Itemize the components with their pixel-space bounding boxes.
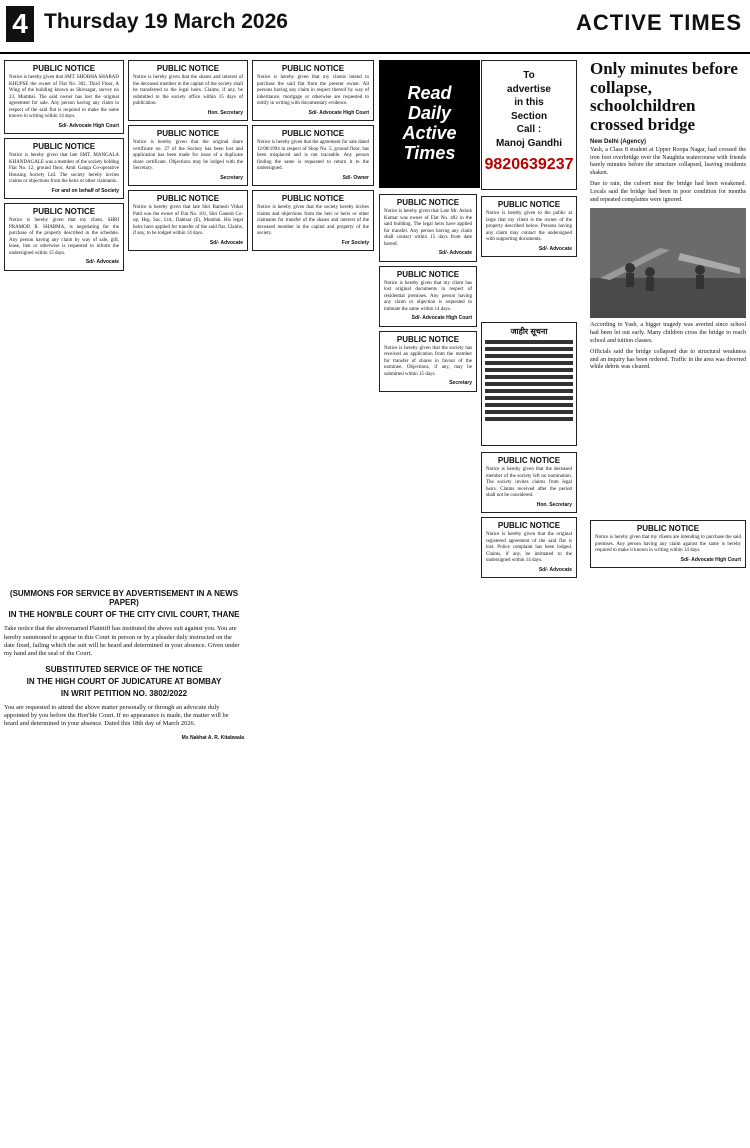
- news-paragraph: According to Yash, a bigger tragedy was averted since school had been let out early. Many children cross the bridge to reach school and tuition classes.: [590, 322, 746, 344]
- public-notice: [481, 196, 577, 257]
- notice-title: PUBLIC NOTICE: [396, 334, 460, 344]
- notice-body: Notice is hereby given to the public at large that my client is the owner of the property described below. Persons having any claim may contact the undersigned with supporting documents.: [486, 211, 574, 242]
- court-signature: Ms Nakhat A. R. Kitabwala: [181, 734, 244, 741]
- promo-line: Times: [403, 142, 456, 163]
- notice-signature: Sd/- Advocate: [538, 245, 572, 252]
- notice-body: Notice is hereby given that my client, SHRI PRAMOD R. SHARMA, is negotiating for the purchase of the property described in the schedule. Any person having any claim by way of sale, gift, lease, lien or otherwise is requested to inform the undersigned within 15 days.: [9, 218, 121, 256]
- promo-line: Read: [407, 83, 452, 104]
- notice-title: PUBLIC NOTICE: [497, 456, 561, 465]
- notice-column-6: [590, 520, 746, 1142]
- news-paragraph: Yash, a Class 8 student at Upper Roopa Nagar, had crossed the iron foot overbridge over the Naughtia watercourse with friends barely minutes before the structure collapsed, leaving residents shaken.: [590, 146, 746, 177]
- summons-body: Take notice that the abovenamed Plaintiff has instituted the above suit against you. You are hereby summoned to appear in this Court in person or by a pleader duly instructed on the date fixed, failing which the suit will be heard and determined in your absence. Given under my hand and the seal of the Court.: [4, 625, 240, 657]
- notice-title: PUBLIC NOTICE: [281, 64, 345, 73]
- notice-body: Notice is hereby given that the shares and interest of the deceased member in the capital of the society shall be transferred to the legal heirs. Claims, if any, be submitted to the society office within 15 days of publication.: [133, 75, 245, 106]
- ad-line: Call :: [516, 124, 542, 135]
- notice-signature: Sd/- Advocate High Court: [58, 122, 119, 129]
- notice-title: PUBLIC NOTICE: [32, 207, 96, 216]
- notice-title: PUBLIC NOTICE: [396, 198, 460, 207]
- notice-title: PUBLIC NOTICE: [281, 194, 345, 203]
- hindi-notice: [481, 322, 577, 446]
- notice-body: Notice is hereby given that SMT. SHOBHA SHARAD KHUPSE the owner of Flat No. 302, Third Floor, A Wing of the building known as Shivsagar, survey no 23, Mumbai. The said owner has lost the original agreement for sale. Any person having any claim in respect of the said flat is required to make the same known in writing within 14 days.: [9, 75, 121, 119]
- court-summons: [4, 586, 244, 1142]
- notice-body: Notice is hereby given that the original share certificate no. 27 of the Society has been lost and application has been made for issue of a duplicate share certificate. Objections may be lodged with the Secretary.: [133, 140, 245, 171]
- notice-title: PUBLIC NOTICE: [32, 142, 96, 151]
- notice-title: PUBLIC NOTICE: [497, 200, 561, 209]
- ad-line: Section: [510, 110, 548, 122]
- public-notice: [4, 138, 124, 199]
- notice-title: PUBLIC NOTICE: [156, 64, 220, 73]
- summons-header: (SUMMONS FOR SERVICE BY ADVERTISEMENT IN A NEWS PAPER): [9, 589, 239, 607]
- notice-title: PUBLIC NOTICE: [156, 129, 220, 138]
- high-court-name: IN THE HIGH COURT OF JUDICATURE AT BOMBAY: [26, 676, 222, 686]
- public-notice: [128, 190, 248, 251]
- notice-body: Notice is hereby given that the original registered agreement of the said flat is lost. Police complaint has been lodged. Claims, if any, be intimated to the undersigned within 14 days.: [486, 532, 574, 563]
- notice-signature: Secretary: [220, 174, 243, 181]
- public-notice: [379, 194, 477, 262]
- public-notice: [252, 60, 374, 121]
- notice-body: Notice is hereby given that late SMT. MANGALA KHANDAGALE was a member of the society holding Flat No. 12, ground floor, Amit Ganga Co-operative Housing Society Ltd. The society hereby invites claims or objections from the heirs or other claimants.: [9, 153, 121, 184]
- notice-title: PUBLIC NOTICE: [497, 521, 561, 530]
- hindi-notice-title: जाहीर सूचना: [510, 327, 548, 336]
- public-notice: [252, 190, 374, 251]
- notice-body: Notice is hereby given that my clients intend to purchase the said flat from the present owner. All persons having any claim in respect thereof by way of inheritance, mortgage or otherwise are requested to notify in writing with documentary evidence.: [257, 75, 371, 106]
- notice-column-5: [481, 452, 577, 1142]
- notice-signature: Sd/- Advocate: [538, 566, 572, 573]
- advertise-box: [481, 60, 577, 190]
- public-notice: [481, 452, 577, 513]
- ad-line: To: [523, 70, 535, 81]
- notice-body: Notice is hereby given that Late Mr. Ashok Kumar was owner of Flat No. 402 in the said building. The legal heirs have applied for transfer. Any person having any claim shall contact within 15 days from date hereof.: [384, 209, 474, 247]
- notice-signature: For Society: [341, 239, 369, 246]
- paper-title: ACTIVE TIMES: [575, 10, 742, 35]
- notice-signature: Hon. Secretary: [536, 501, 572, 508]
- notice-body: Notice is hereby given that the society hereby invites claims and objections from the heir or heirs or other claimants for transfer of the shares and interest of the deceased member in the capital and property of the society.: [257, 205, 371, 236]
- notice-signature: Secretary: [449, 380, 472, 386]
- public-notice: [252, 125, 374, 186]
- news-photo: [590, 208, 746, 318]
- notice-signature: Sd/- Advocate: [209, 239, 243, 246]
- news-paragraph: Due to rain, the culvert near the bridge had been weakened. Locals said the bridge had been in poor condition for months and repeated complaints were ignored.: [590, 180, 746, 203]
- ad-phone: 9820639237: [484, 156, 574, 173]
- notice-column-2: [128, 60, 248, 580]
- service-body: You are requested to attend the above matter personally or through an advocate duly appointed by you before the Hon'ble Court. If no appearance is made, the matter will be heard and determined in your absence. Dated this 18th day of March 2026.: [4, 703, 229, 728]
- notice-body: Notice is hereby given that my client has lost original documents in respect of residential premises. Any person having any claim or objection is requested to intimate the same within 14 days.: [384, 280, 474, 312]
- substituted-service-title: SUBSTITUTED SERVICE OF THE NOTICE: [45, 664, 203, 674]
- notice-body: Notice is hereby given that the society has received an application from the member for transfer of shares in favour of the nominee. Objections, if any, may be submitted within 15 days.: [384, 345, 474, 377]
- public-notice: [379, 266, 477, 327]
- news-paragraph: Officials said the bridge collapsed due to structural weakness and an inquiry has been ordered. Traffic in the area was diverted while debris was cleared.: [590, 348, 746, 371]
- notice-column-5-top: [481, 196, 577, 318]
- public-notice: [128, 125, 248, 186]
- notice-body: Notice is hereby given that the agreement for sale dated 12/08/1994 in respect of Shop No. 5, ground floor, has been misplaced and is not traceable. Any person finding the same is requested to return it to the undersigned.: [257, 140, 371, 171]
- public-notice: [481, 517, 577, 578]
- notice-signature: Sd/- Advocate High Court: [308, 109, 369, 116]
- notice-signature: Sd/- Advocate High Court: [411, 315, 472, 321]
- masthead: [0, 0, 750, 54]
- notice-signature: Sd/- Owner: [342, 174, 369, 181]
- notice-body: Notice is hereby given that the deceased member of the society left no nomination. The society invites claims from legal heirs. Claims received after the period shall not be considered.: [486, 467, 574, 498]
- news-headline: Only minutes before collapse, schoolchildren crossed bridge: [590, 59, 738, 135]
- notice-signature: Hon. Secretary: [207, 109, 243, 116]
- ad-line: advertise: [507, 83, 551, 95]
- news-article: [590, 60, 746, 375]
- writ-petition: IN WRIT PETITION NO. 3802/2022: [60, 688, 188, 698]
- notice-column-3: [252, 60, 374, 1144]
- notice-signature: Sd/- Advocate High Court: [680, 556, 741, 563]
- notice-signature: Sd/- Advocate: [85, 259, 119, 265]
- notice-title: PUBLIC NOTICE: [281, 129, 345, 138]
- notice-title: PUBLIC NOTICE: [156, 194, 220, 203]
- notice-signature: Sd/- Advocate: [438, 250, 472, 256]
- ad-line: in this: [514, 97, 544, 108]
- notice-title: PUBLIC NOTICE: [636, 524, 700, 533]
- public-notice: [590, 520, 746, 568]
- ad-contact-name: Manoj Gandhi: [495, 137, 563, 149]
- news-byline: New Delhi (Agency): [590, 138, 647, 145]
- notice-body: Notice is hereby given that my clients are intending to purchase the said premises. Any person having any claim against the same is hereby required to make it known in writing within 14 days.: [595, 535, 743, 553]
- court-name: IN THE HON'BLE COURT OF THE CITY CIVIL COURT, THANE: [8, 610, 240, 619]
- promo-line: Daily: [407, 103, 452, 124]
- page-number: 4: [6, 6, 34, 42]
- read-daily-promo: [379, 60, 480, 188]
- notice-title: PUBLIC NOTICE: [32, 64, 96, 73]
- notice-title: PUBLIC NOTICE: [396, 269, 460, 279]
- public-notice: [128, 60, 248, 121]
- public-notice: [4, 60, 124, 134]
- public-notice: [4, 203, 124, 271]
- notice-column-4: [379, 194, 477, 1142]
- notice-body: Notice is hereby given that late Shri Ramesh Vithal Patil was the owner of Flat No. 101, Shri Ganesh Co-op. Hsg. Soc. Ltd., Dahisar (E), Mumbai. His legal heirs have applied for transfer of the said flat. Claims, if any, to be lodged within 14 days.: [133, 205, 245, 236]
- promo-line: Active: [402, 123, 457, 143]
- notice-signature: For and on behalf of Society: [51, 187, 119, 194]
- public-notice: [379, 331, 477, 392]
- issue-date: Thursday 19 March 2026: [44, 10, 288, 33]
